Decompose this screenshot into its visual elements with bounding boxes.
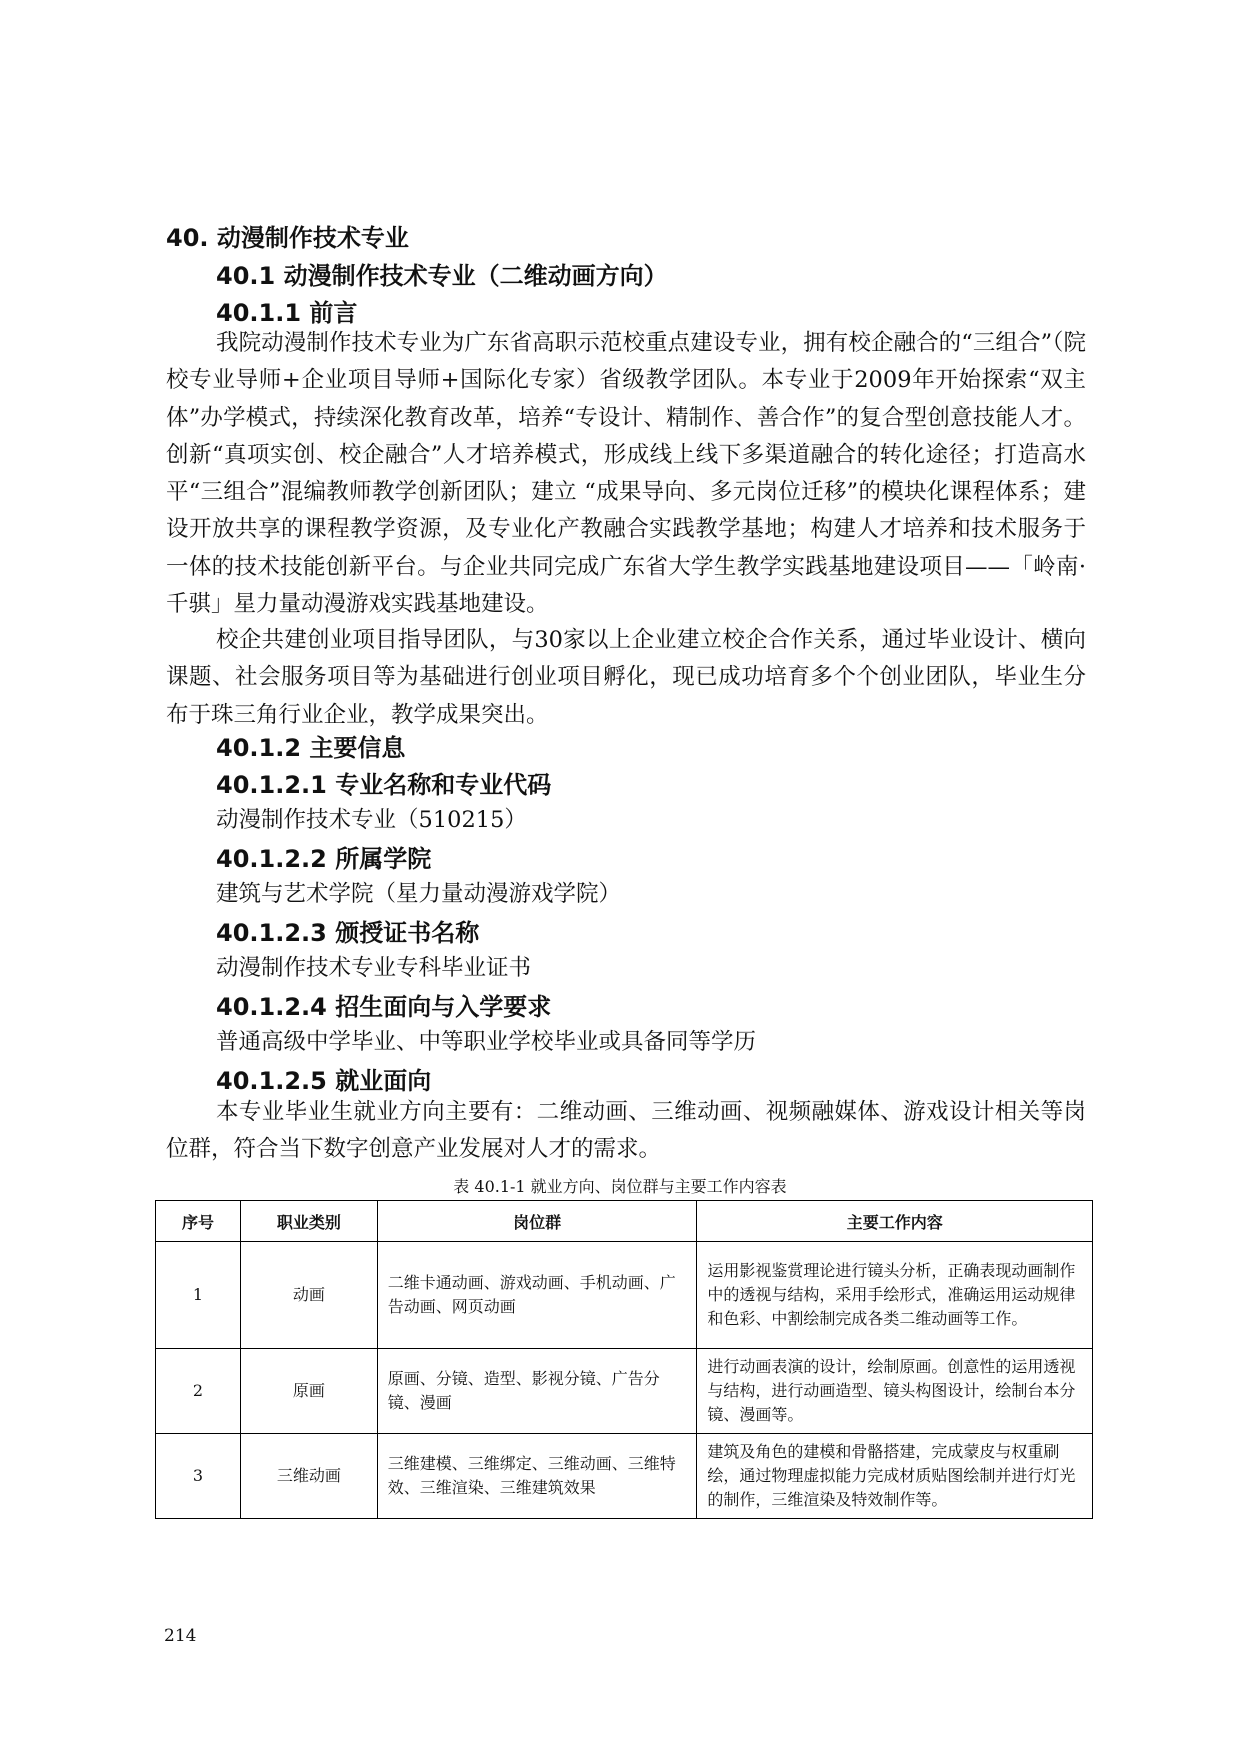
table-header-row bbox=[156, 1201, 1093, 1242]
preface-paragraph-1: 我院动漫制作技术专业为广东省高职示范校重点建设专业，拥有校企融合的“三组合”（院校专业导师+企业项目导师+国际化专家）省级教学团队。本专业于2009年开始探索“双主体”办学模式，持续深化教育改革，培养“专设计、精制作、善合作”的复合型创意技能人才。创新“真项实创、校企融合”人才培养模式，形成线上线下多渠道融合的转化途径；打造高水平“三组合”混编教师教学创新团队；建立 “成果导向、多元岗位迁移”的模块化课程体系；建设开放共享的课程教学资源，及专业化产教融合实践教学基地；构建人才培养和技术服务于一体的技术技能创新平台。与企业共同完成广东省大学生教学实践基地建设项目——「岭南·千骐」星力量动漫游戏实践基地建设。 bbox=[166, 330, 1086, 618]
position-group-cell: 原画、分镜、造型、影视分镜、广告分镜、漫画 bbox=[377, 1349, 697, 1434]
college-text: 建筑与艺术学院（星力量动漫游戏学院） bbox=[216, 881, 622, 907]
name-code-heading: 40.1.2.1 专业名称和专业代码 bbox=[216, 771, 552, 799]
main-info-heading: 40.1.2 主要信息 bbox=[216, 734, 406, 762]
row-number-cell: 1 bbox=[156, 1242, 241, 1349]
row-number-cell: 2 bbox=[156, 1349, 241, 1434]
table-header-cell: 岗位群 bbox=[377, 1201, 697, 1242]
work-content-cell: 进行动画表演的设计，绘制原画。创意性的运用透视与结构，进行动画造型、镜头构图设计，绘制台本分镜、漫画等。 bbox=[697, 1349, 1093, 1434]
job-category-cell: 三维动画 bbox=[240, 1434, 377, 1519]
employment-heading: 40.1.2.5 就业面向 bbox=[216, 1067, 432, 1095]
table-header-cell: 主要工作内容 bbox=[697, 1201, 1093, 1242]
job-category-cell: 动画 bbox=[240, 1242, 377, 1349]
position-group-cell: 二维卡通动画、游戏动画、手机动画、广告动画、网页动画 bbox=[377, 1242, 697, 1349]
college-heading: 40.1.2.2 所属学院 bbox=[216, 845, 432, 873]
table-row bbox=[156, 1434, 1093, 1519]
table-caption: 表 40.1-1 就业方向、岗位群与主要工作内容表 bbox=[453, 1177, 787, 1196]
admission-heading: 40.1.2.4 招生面向与入学要求 bbox=[216, 993, 552, 1021]
admission-text: 普通高级中学毕业、中等职业学校毕业或具备同等学历 bbox=[216, 1029, 757, 1055]
name-code-text: 动漫制作技术专业（510215） bbox=[216, 807, 527, 833]
table-row bbox=[156, 1242, 1093, 1349]
work-content-cell: 运用影视鉴赏理论进行镜头分析，正确表现动画制作中的透视与结构，采用手绘形式，准确运用运动规律和色彩、中割绘制完成各类二维动画等工作。 bbox=[697, 1242, 1093, 1349]
certificate-text: 动漫制作技术专业专科毕业证书 bbox=[216, 955, 532, 981]
certificate-heading: 40.1.2.3 颁授证书名称 bbox=[216, 919, 480, 947]
preface-heading: 40.1.1 前言 bbox=[216, 299, 358, 327]
subsection-heading: 40.1 动漫制作技术专业（二维动画方向） bbox=[216, 262, 668, 290]
section-heading: 40. 动漫制作技术专业 bbox=[166, 224, 409, 252]
work-content-cell: 建筑及角色的建模和骨骼搭建，完成蒙皮与权重刷绘，通过物理虚拟能力完成材质贴图绘制并进行灯光的制作，三维渲染及特效制作等。 bbox=[697, 1434, 1093, 1519]
job-category-cell: 原画 bbox=[240, 1349, 377, 1434]
table-header-cell: 职业类别 bbox=[240, 1201, 377, 1242]
table-header-cell: 序号 bbox=[156, 1201, 241, 1242]
table-row bbox=[156, 1349, 1093, 1434]
employment-paragraph: 本专业毕业生就业方向主要有：二维动画、三维动画、视频融媒体、游戏设计相关等岗位群，符合当下数字创意产业发展对人才的需求。 bbox=[166, 1099, 1086, 1163]
position-group-cell: 三维建模、三维绑定、三维动画、三维特效、三维渲染、三维建筑效果 bbox=[377, 1434, 697, 1519]
preface-paragraph-2: 校企共建创业项目指导团队，与30家以上企业建立校企合作关系，通过毕业设计、横向课题、社会服务项目等为基础进行创业项目孵化，现已成功培育多个个创业团队，毕业生分布于珠三角行业企业，教学成果突出。 bbox=[166, 627, 1086, 728]
employment-table bbox=[155, 1200, 1093, 1519]
page-number: 214 bbox=[164, 1626, 197, 1646]
row-number-cell: 3 bbox=[156, 1434, 241, 1519]
